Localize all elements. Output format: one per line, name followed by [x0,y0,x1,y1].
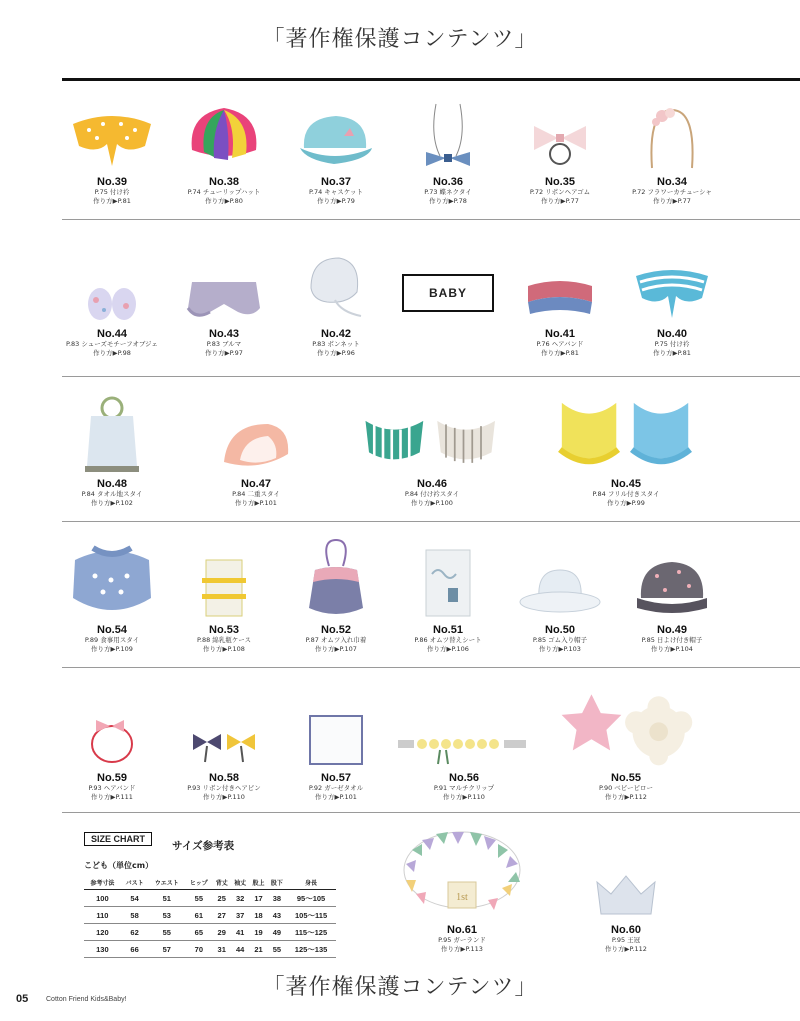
item-number: No.42 [321,328,351,340]
row-divider [62,667,800,668]
item-howto-link[interactable]: 作り方▶P.110 [443,793,485,801]
meal-bib-image [65,540,159,620]
item-page: P.83 ボンネット [312,340,360,348]
item-page: P.84 タオル地スタイ [81,490,143,498]
item-49[interactable] [602,540,742,654]
table-row: 130 66 57 70 31 44 21 55 125～135 [84,941,336,958]
ribbon-hair-tie-image [530,116,590,172]
item-page: P.88 綿乳瓶ケース [197,636,251,644]
frill-bibs-image [556,394,696,474]
baby-pillow-image [556,688,696,768]
column-header: 身長 [286,876,336,890]
item-number: No.49 [657,624,687,636]
baby-shoes-image [82,276,142,324]
item-howto-link[interactable]: 作り方▶P.109 [91,645,133,653]
column-header: 股上 [249,876,267,890]
item-number: No.54 [97,624,127,636]
item-page: P.85 日よけ付き帽子 [641,636,703,644]
item-howto-link[interactable]: 作り方▶P.100 [411,499,453,507]
item-page: P.95 ガーランド [438,936,486,944]
item-page: P.91 マルチクリップ [433,784,495,792]
double-bib-image [218,414,294,474]
item-page: P.93 ヘアバンド [88,784,136,792]
item-55[interactable] [556,688,696,802]
watermark-bottom: 「著作権保護コンテンツ」 [262,975,538,1000]
item-number: No.56 [449,772,479,784]
item-number: No.43 [209,328,239,340]
gauze-towel-image [304,710,368,768]
bottle-case-image [194,550,254,620]
item-number: No.44 [97,328,127,340]
item-number: No.57 [321,772,351,784]
item-howto-link[interactable]: 作り方▶P.101 [235,499,277,507]
item-number: No.55 [611,772,641,784]
item-page: P.95 王冠 [611,936,641,944]
item-number: No.37 [321,176,351,188]
item-number: No.52 [321,624,351,636]
item-page: P.74 チューリップハット [187,188,261,196]
item-howto-link[interactable]: 作り方▶P.99 [607,499,645,507]
item-42[interactable] [266,244,406,358]
row-divider [62,812,800,813]
item-page: P.90 ベビーピロー [598,784,654,792]
item-number: No.61 [447,924,477,936]
item-howto-link[interactable]: 作り方▶P.96 [317,349,355,357]
item-number: No.36 [433,176,463,188]
item-howto-link[interactable]: 作り方▶P.80 [205,197,243,205]
item-howto-link[interactable]: 作り方▶P.112 [605,793,647,801]
item-47[interactable] [186,394,326,508]
page-number: 05 [16,993,29,1005]
magazine-title: Cotton Friend Kids&Baby! [46,996,127,1003]
item-howto-link[interactable]: 作り方▶P.81 [653,349,691,357]
column-header: 股下 [268,876,286,890]
item-60[interactable] [556,842,696,954]
item-howto-link[interactable]: 作り方▶P.108 [203,645,245,653]
crown-image [591,870,661,920]
tulip-hat-image [184,100,264,172]
item-howto-link[interactable]: 作り方▶P.97 [205,349,243,357]
item-howto-link[interactable]: 作り方▶P.103 [539,645,581,653]
item-number: No.50 [545,624,575,636]
item-page: P.84 フリル付きスタイ [592,490,660,498]
item-56[interactable] [394,688,534,802]
item-number: No.35 [545,176,575,188]
top-rule [62,78,800,81]
ribbon-hairpin-image [189,726,259,768]
item-page: P.86 オムツ替えシート [414,636,482,644]
item-page: P.75 付け衿 [654,340,690,348]
size-table [84,876,336,958]
item-howto-link[interactable]: 作り方▶P.77 [653,197,691,205]
item-number: No.58 [209,772,239,784]
bloomers-image [182,274,266,324]
item-howto-link[interactable]: 作り方▶P.106 [427,645,469,653]
item-number: No.34 [657,176,687,188]
casquette-image [294,108,378,172]
item-page: P.72 リボンヘアゴム [529,188,591,196]
item-number: No.45 [611,478,641,490]
item-page: P.89 食事用スタイ [84,636,140,644]
watermark-top: 「著作権保護コンテンツ」 [262,27,538,52]
item-page: P.72 フラワーカチューシャ [632,188,712,196]
item-howto-link[interactable]: 作り方▶P.111 [91,793,133,801]
item-page: P.93 リボン付きヘアピン [187,784,261,792]
item-howto-link[interactable]: 作り方▶P.79 [317,197,355,205]
column-header: バスト [121,876,149,890]
item-howto-link[interactable]: 作り方▶P.107 [315,645,357,653]
size-chart-title: サイズ参考表 [172,840,235,852]
column-header: 背丈 [213,876,231,890]
item-howto-link[interactable]: 作り方▶P.101 [315,793,357,801]
item-howto-link[interactable]: 作り方▶P.110 [203,793,245,801]
item-number: No.47 [241,478,271,490]
item-page: P.84 二重スタイ [232,490,280,498]
column-header: ヒップ [185,876,212,890]
size-chart-subtitle: こども（単位cm） [84,861,154,870]
item-page: P.83 シューズモチーフオブジェ [66,340,158,348]
garland-tag-text: 1st [456,892,468,903]
elastic-hat-image [515,562,605,620]
item-number: No.51 [433,624,463,636]
item-48[interactable] [42,394,182,508]
row-divider [62,219,800,220]
column-header: 参考寸法 [84,876,121,890]
baby-section-label: BABY [402,274,494,312]
hairband-image [520,272,600,324]
item-page: P.73 蝶ネクタイ [424,188,472,196]
item-number: No.41 [545,328,575,340]
baby-hairband-image [82,712,142,768]
table-row: 110 58 53 61 27 37 18 43 105～115 [84,907,336,924]
striped-collar-image [630,262,714,324]
item-howto-link[interactable]: 作り方▶P.78 [429,197,467,205]
item-45[interactable] [556,394,696,508]
item-number: No.59 [97,772,127,784]
column-header: 袖丈 [231,876,249,890]
item-page: P.84 付け衿スタイ [404,490,460,498]
item-howto-link[interactable]: 作り方▶P.112 [605,945,647,953]
table-row: 120 62 55 65 29 41 19 49 115～125 [84,924,336,941]
item-page: P.87 オムツ入れ巾着 [305,636,367,644]
item-number: No.60 [611,924,641,936]
collar-bibs-image [362,408,502,474]
size-table-header [84,876,336,890]
item-page: P.75 付け衿 [94,188,130,196]
collar-image [67,106,157,172]
item-number: No.53 [209,624,239,636]
item-howto-link[interactable]: 作り方▶P.102 [91,499,133,507]
sunshade-hat-image [627,554,717,620]
flower-headband-image [642,102,702,172]
bonnet-image [301,252,371,324]
bow-tie-image [418,96,478,172]
garland-image [392,820,532,920]
item-number: No.39 [97,176,127,188]
item-57[interactable] [266,688,406,802]
item-howto-link[interactable]: 作り方▶P.81 [541,349,579,357]
row-divider [62,521,800,522]
towel-bib-image [77,396,147,474]
item-page: P.85 ゴム入り帽子 [532,636,588,644]
item-46[interactable] [362,394,502,508]
item-howto-link[interactable]: 作り方▶P.98 [93,349,131,357]
changing-sheet-image [418,544,478,620]
item-number: No.48 [97,478,127,490]
drawstring-bag-image [301,536,371,620]
item-40[interactable] [602,244,742,358]
row-divider [62,376,800,377]
item-howto-link[interactable]: 作り方▶P.113 [441,945,483,953]
item-61[interactable] [392,820,532,954]
item-page: P.83 ブルマ [206,340,242,348]
column-header: ウエスト [148,876,185,890]
item-howto-link[interactable]: 作り方▶P.104 [651,645,693,653]
item-number: No.38 [209,176,239,188]
item-34[interactable] [602,92,742,206]
item-page: P.74 キャスケット [309,188,363,196]
item-howto-link[interactable]: 作り方▶P.81 [93,197,131,205]
item-howto-link[interactable]: 作り方▶P.77 [541,197,579,205]
multi-clip-image [394,728,534,768]
table-row: 100 54 51 55 25 32 17 38 95～105 [84,890,336,907]
item-page: P.92 ガーゼタオル [308,784,364,792]
size-chart-label: SIZE CHART [84,832,152,846]
item-number: No.46 [417,478,447,490]
item-page: P.76 ヘアバンド [536,340,584,348]
item-number: No.40 [657,328,687,340]
